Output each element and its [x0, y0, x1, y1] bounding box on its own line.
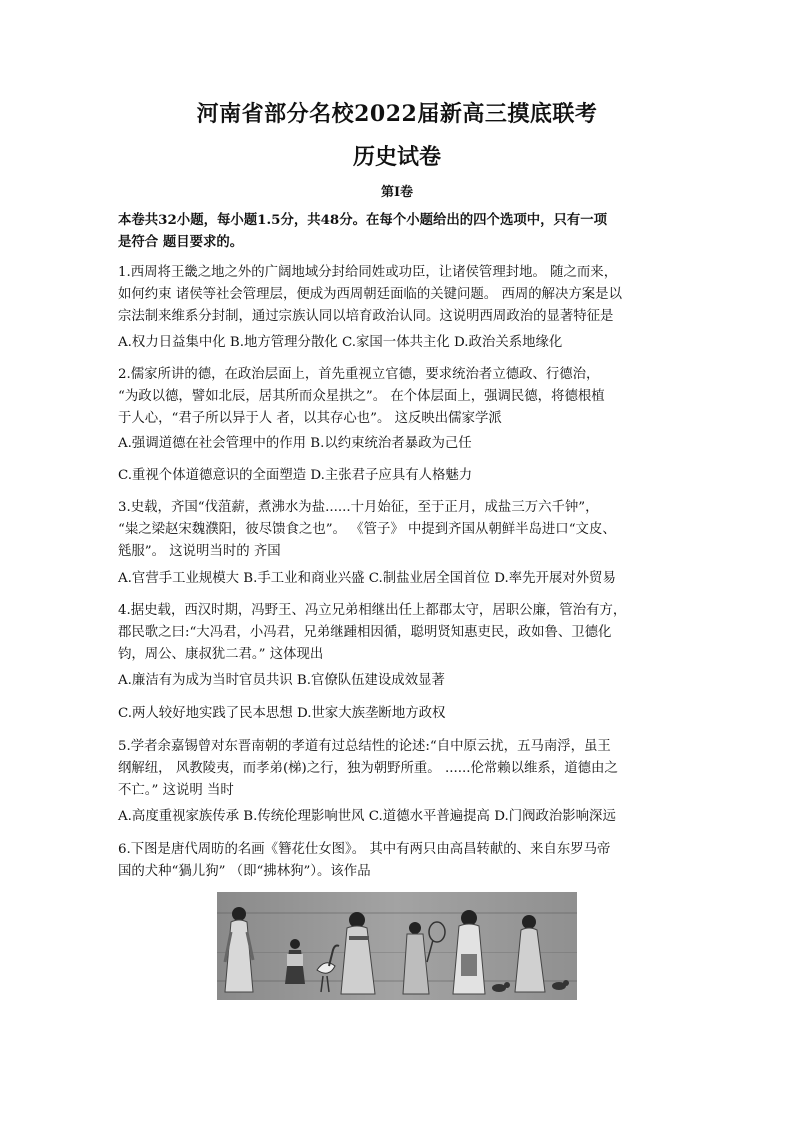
- question-3-options: A.官营手工业规模大 B.手工业和商业兴盛 C.制盐业居全国首位 D.率先开展对外贸易: [118, 571, 616, 586]
- question-1-options: A.权力日益集中化 B.地方管理分散化 C.家国一体共主化 D.政治关系地缘化: [118, 335, 563, 350]
- stem-line: 钧，周公、康叔犹二君。” 这体现出: [118, 647, 324, 662]
- page-title: 河南省部分名校2022届新高三摸底联考: [196, 101, 598, 127]
- question-4-options-ab: A.廉洁有为成为当时官员共识 B.官僚队伍建设成效显著: [118, 673, 445, 688]
- stem-line: 4.据史载，西汉时期，冯野王、冯立兄弟相继出任上都郡太守，居职公廉，管治有方，: [118, 603, 627, 618]
- stem-line: 于人心，“君子所以异于人 者，以其存心也”。 这反映出儒家学派: [118, 411, 502, 426]
- instructions: [118, 209, 678, 253]
- stem-line: 3.史载，齐国“伐菹薪，煮沸水为盐......十月始征，至于正月，成盐三万六千钟”，: [118, 500, 599, 515]
- stem-line: 2.儒家所讲的德，在政治层面上，首先重视立官德，要求统治者立德政、行德治，: [118, 367, 600, 382]
- question-2-options-ab: A.强调道德在社会管理中的作用 B.以约束统治者暴政为己任: [118, 436, 472, 451]
- stem-line: 如何约束 诸侯等社会管理层，便成为西周朝廷面临的关键问题。 西周的解决方案是以: [118, 287, 622, 302]
- stem-line: 毤服”。 这说明当时的 齐国: [118, 544, 281, 559]
- question-2-stem: [118, 364, 678, 430]
- question-3-stem: [118, 497, 678, 563]
- question-4-options-cd: C.两人较好地实践了民本思想 D.世家大族垄断地方政权: [118, 706, 446, 721]
- stem-line: 宗法制来维系分封制，通过宗族认同以培育政治认同。这说明西周政治的显著特征是: [118, 309, 614, 324]
- stem-line: 6.下图是唐代周昉的名画《簪花仕女图》。 其中有两只由高昌转献的、来自东罗马帝: [118, 842, 611, 857]
- question-1-stem: [118, 262, 678, 328]
- question-2-options-cd: C.重视个体道德意识的全面塑造 D.主张君子应具有人格魅力: [118, 468, 473, 483]
- question-6-stem: [118, 839, 678, 883]
- stem-line: 郡民歌之曰:“大冯君，小冯君，兄弟继踵相因循，聪明贤知惠吏民，政如鲁、卫德化: [118, 625, 612, 640]
- section-label: 第I卷: [380, 185, 414, 200]
- stem-line: 纲解纽， 风教陵夷，而孝弟(梯)之行，独为朝野所重。 ......伦常赖以维系，道德由之: [118, 761, 618, 776]
- instruction-line: 本卷共32小题，每小题1.5分，共48分。在每个小题给出的四个选项中，只有一项: [118, 212, 608, 228]
- question-4-stem: [118, 600, 678, 666]
- stem-line: 国的犬种“猧儿狗” （即“拂林狗”）。该作品: [118, 864, 371, 879]
- question-5-stem: [118, 736, 678, 802]
- stem-line: 1.西周将王畿之地之外的广阔地域分封给同姓或功臣，让诸侯管理封地。 随之而来，: [118, 265, 618, 280]
- stem-line: “粜之梁赵宋魏濮阳，彼尽馈食之也”。 《管子》 中提到齐国从朝鲜半岛进口“文皮、: [118, 522, 616, 537]
- stem-line: 不亡。” 这说明 当时: [118, 783, 234, 798]
- exam-subject: 历史试卷: [352, 144, 441, 170]
- stem-line: 5.学者余嘉锡曾对东晋南朝的孝道有过总结性的论述:“自中原云扰，五马南浮，虽王: [118, 739, 611, 754]
- question-5-options: A.高度重视家族传承 B.传统伦理影响世风 C.道德水平普遍提高 D.门阀政治影响深远: [118, 809, 616, 824]
- stem-line: “为政以德，譬如北辰，居其所而众星拱之”。 在个体层面上，强调民德，将德根植: [118, 389, 605, 404]
- painting-image: [217, 892, 577, 1000]
- instruction-line: 是符合 题目要求的。: [118, 234, 244, 250]
